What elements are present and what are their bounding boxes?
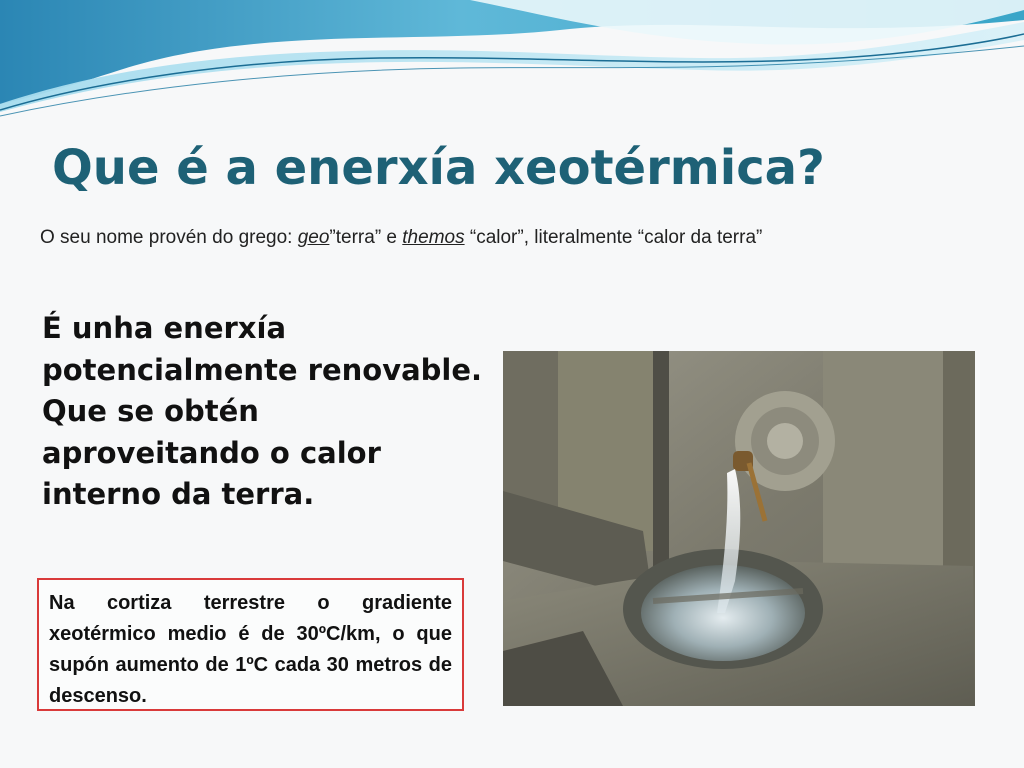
body-line: aproveitando o calor: [42, 435, 381, 470]
etymology-term-themos: themos: [402, 227, 465, 248]
slide-title: Que é a enerxía xeotérmica?: [52, 140, 825, 196]
etymology-term-geo: geo: [297, 227, 330, 248]
body-line: É unha enerxía: [42, 311, 287, 345]
body-line: interno da terra.: [42, 477, 315, 511]
body-line: Que se obtén: [42, 394, 259, 428]
stone-fountain-hot-spring-photo: [503, 351, 975, 706]
etymology-line: [40, 226, 762, 250]
gradient-note-box: [37, 578, 464, 711]
etymology-gloss-geo: ”terra” e: [329, 227, 403, 248]
etymology-gloss-themos: “calor”, literalmente “calor da terra”: [464, 227, 763, 248]
body-line: potencialmente renovable.: [42, 352, 483, 387]
etymology-prefix: O seu nome provén do grego:: [40, 227, 298, 248]
header-wave-decoration: [0, 0, 1024, 120]
body-paragraph: [42, 308, 492, 516]
gradient-note-text: Na cortiza terrestre o gradiente xeotérmico medio é de 30ºC/km, o que supón aumento de 1ºC cada 30 metros de descenso.: [49, 592, 452, 707]
